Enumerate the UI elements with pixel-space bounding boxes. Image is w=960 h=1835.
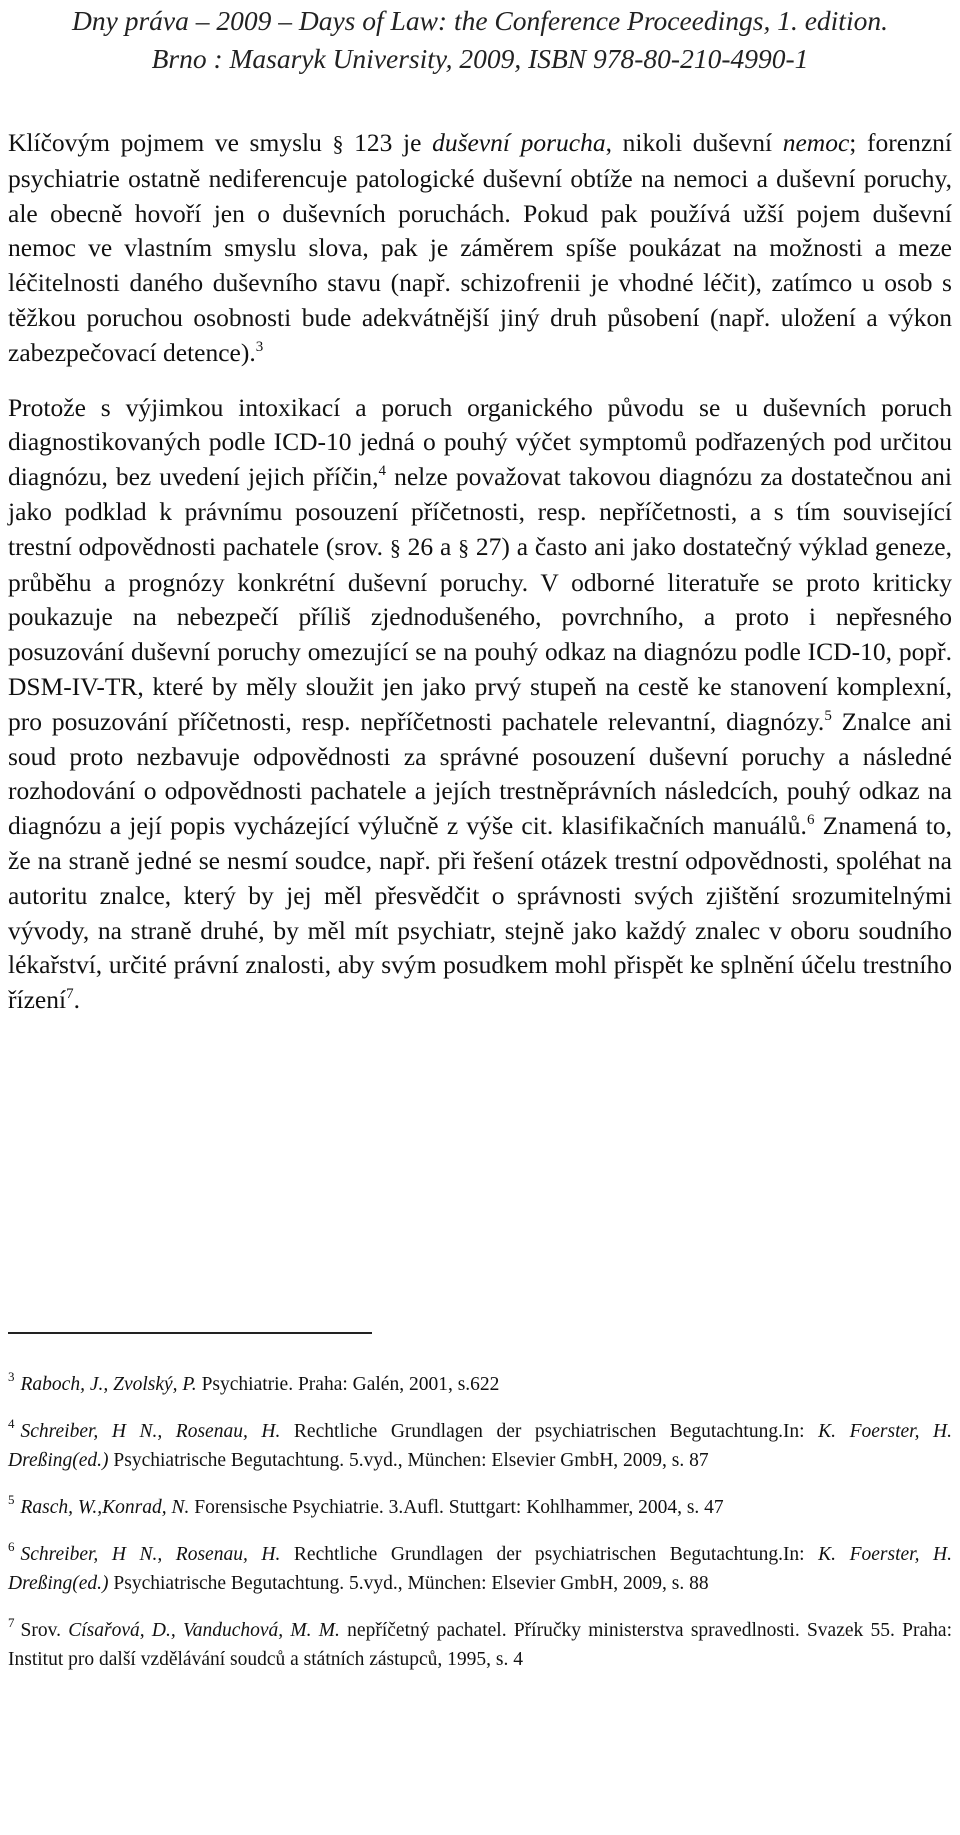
footnote-ref[interactable]: 5 [824,707,832,724]
footnote-4 [8,1417,952,1475]
citation: Forensische Psychiatrie. 3.Aufl. Stuttgart: Kohlhammer, 2004, s. 47 [189,1497,724,1518]
page-header [0,2,960,78]
text-run: Znamená to, že na straně jedné se nesmí soudce, např. při řešení otázek trestní odpovědnosti, spoléhat na autoritu znalce, který by jej měl přesvědčit o správnosti svých zjištění srozumitelnými vývody, na straně druhé, by měl mít psychiatr, stejně jako každý znalec v oboru soudního lékařství, určité právní znalosti, aby svým posudkem mohl přispět ke splnění účelu trestního řízení [8,811,952,1015]
footnote-ref[interactable]: 4 [378,463,387,480]
author: Císařová, D., Vanduchová, M. M. [68,1620,340,1641]
footnote-ref[interactable]: 7 [66,986,74,1003]
citation: nepříčetný pachatel. Příručky ministerstva spravedlnosti. Svazek 55. Praha: Institut pro další vzdělávání soudců a státních zástupců, 1995, s. 4 [8,1620,952,1670]
citation: Psychiatrische Begutachtung. 5.vyd., München: Elsevier GmbH, 2009, s. 88 [108,1573,709,1594]
footnote-number: 4 [8,1416,15,1431]
author: Schreiber, H N., Rosenau, H. [20,1421,281,1442]
paragraph-2 [8,391,952,1018]
footnotes [8,1370,952,1692]
citation: Rechtliche Grundlagen der psychiatrischen Begutachtung.In: [280,1544,819,1565]
text-run: 27) a často ani jako dostatečný výklad geneze, průběhu a prognózy konkrétní duševní poruchy. V odborné literatuře se proto kriticky poukazuje na nebezpečí příliš zjednodušeného, povrchního, a proto i nepřesného posuzování duševní poruchy omezující se na pouhý odkaz na diagnózu podle ICD-10, popř. DSM-IV-TR, které by měly sloužit jen jako prvý stupeň na cestě ke stanovení komplexní, pro posuzování příčetnosti, resp. nepříčetnosti pachatele relevantní, diagnózy. [8,531,952,736]
text-run: Klíčovým pojmem ve smyslu [8,128,333,157]
section-sign: § [389,534,401,560]
author: Rasch, W.,Konrad, N. [20,1497,190,1518]
section-sign: § [332,131,344,156]
footnote-7 [8,1616,952,1674]
footnote-ref[interactable]: 3 [255,338,264,355]
text-run: nelze považovat takovou diagnózu za dostatečnou ani jako podklad k právnímu posouzení příčetnosti, resp. nepříčetnosti, a s tím související trestní odpovědnosti pachatele (srov. [8,462,952,561]
citation: Psychiatrische Begutachtung. 5.vyd., München: Elsevier GmbH, 2009, s. 87 [108,1450,709,1471]
footnote-number: 7 [8,1615,15,1630]
footnote-number: 3 [8,1369,15,1384]
author: Schreiber, H N., Rosenau, H. [20,1544,281,1565]
footnote-number: 5 [8,1492,15,1507]
editors: K. Foerster, H. Dreßing(ed.) [8,1421,952,1471]
paragraph-1 [8,126,952,371]
text-run: Protože s výjimkou intoxikací a poruch organického původu se u duševních poruch diagnostikovaných podle ICD-10 jedná o pouhý výčet symptomů podřazených pod určitou diagnózu, bez uvedení jejich příčin, [8,392,952,492]
footnote-3 [8,1370,952,1399]
footnote-number: 6 [8,1539,15,1554]
text-run: 26 a [400,531,459,561]
text-run: , nikoli duševní [605,128,783,157]
footnote-6 [8,1540,952,1598]
emphasis: nemoc [782,128,850,157]
text-run: 123 je [343,128,433,157]
citation: Rechtliche Grundlagen der psychiatrischen Begutachtung.In: [280,1421,819,1442]
emphasis: duševní porucha [432,128,606,157]
footnote-5 [8,1493,952,1522]
header-line-2: Brno : Masaryk University, 2009, ISBN 978-80-210-4990-1 [151,43,809,74]
author: Raboch, J., Zvolský, P. [20,1374,197,1395]
header-line-1: Dny práva – 2009 – Days of Law: the Conference Proceedings, 1. edition. [72,5,888,36]
citation: Psychiatrie. Praha: Galén, 2001, s.622 [196,1374,500,1395]
editors: K. Foerster, H. Dreßing(ed.) [8,1544,952,1594]
citation: Srov. [20,1620,69,1641]
text-run: . [73,985,80,1015]
footnote-ref[interactable]: 6 [806,812,815,829]
text-run: ; forenzní psychiatrie ostatně nediferencuje patologické duševní obtíže na nemoci a duševní poruchy, ale obecně hovoří jen o duševních poruchách. Pokud pak používá užší pojem duševní nemoc ve vlastním smyslu slova, pak je záměrem spíše poukázat na možnosti a meze léčitelnosti daného duševního stavu (např. schizofrenii je vhodné léčit), zatímco u osob s těžkou poruchou osobnosti bude adekvátnější jiný druh působení (např. uložení a výkon zabezpečovací detence). [8,128,952,367]
main-body [8,126,952,1038]
text-run: Znalce ani soud proto nezbavuje odpovědnosti za správné posouzení duševní poruchy a následné rozhodování o odpovědnosti pachatele a jejích trestněprávních následcích, pouhý odkaz na diagnózu a její popis vycházející výlučně z výše cit. klasifikačních manuálů. [8,706,952,841]
footnote-separator [8,1332,372,1334]
section-sign: § [458,534,470,560]
